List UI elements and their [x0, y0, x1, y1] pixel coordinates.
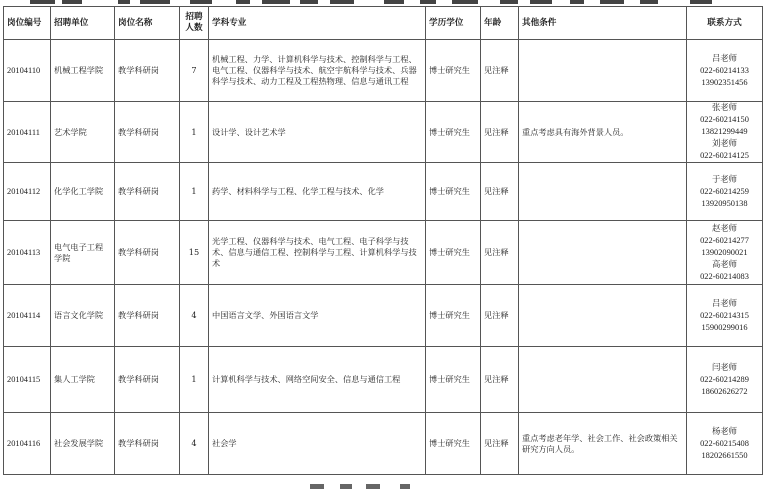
cell-code: 20104110	[4, 40, 51, 102]
contact-line: 022-60214150	[700, 115, 749, 124]
cell-count: 1	[180, 163, 209, 221]
cell-unit: 语言文化学院	[51, 285, 115, 347]
header-position: 岗位名称	[115, 7, 180, 40]
contact-line: 022-60214277	[700, 235, 749, 245]
cell-other	[519, 163, 687, 221]
cell-contact	[687, 413, 763, 475]
header-unit: 招聘单位	[51, 7, 115, 40]
contact-line: 刘老师	[711, 139, 738, 148]
cell-other	[519, 285, 687, 347]
table-row	[4, 413, 763, 475]
contact-name: 赵老师	[711, 223, 738, 233]
header-count: 招聘人数	[180, 7, 209, 40]
header-degree: 学历学位	[426, 7, 481, 40]
cell-count: 1	[180, 102, 209, 163]
contact-line: 022-60214083	[700, 271, 749, 281]
cell-code: 20104116	[4, 413, 51, 475]
contact-line: 022-60214289	[700, 374, 749, 384]
contact-line: 13902090021	[701, 247, 748, 257]
contact-name: 吕老师	[711, 53, 738, 63]
cell-degree: 博士研究生	[426, 163, 481, 221]
header-other: 其他条件	[519, 7, 687, 40]
cell-other	[519, 347, 687, 413]
contact-line: 高老师	[711, 259, 738, 269]
cell-contact	[687, 102, 763, 163]
cell-degree: 博士研究生	[426, 285, 481, 347]
cell-unit: 集人工学院	[51, 347, 115, 413]
cell-major: 设计学、设计艺术学	[209, 102, 426, 163]
contact-name: 闫老师	[711, 362, 738, 372]
cell-unit: 电气电子工程学院	[51, 221, 115, 285]
contact-line: 022-60214133	[700, 65, 749, 75]
cell-code: 20104113	[4, 221, 51, 285]
cell-age: 见注释	[481, 163, 519, 221]
contact-line: 18602626272	[701, 386, 748, 396]
contact-line: 15900299016	[701, 322, 748, 332]
cell-position: 教学科研岗	[115, 285, 180, 347]
cell-contact	[687, 40, 763, 102]
cell-count: 1	[180, 347, 209, 413]
cell-contact	[687, 221, 763, 285]
table-row	[4, 221, 763, 285]
cell-count: 7	[180, 40, 209, 102]
cell-contact	[687, 347, 763, 413]
contact-line: 022-60214315	[700, 310, 749, 320]
contact-name: 张老师	[711, 103, 738, 112]
cell-other: 重点考虑老年学、社会工作、社会政策相关研究方向人员。	[519, 413, 687, 475]
cell-other	[519, 40, 687, 102]
contact-name: 吕老师	[711, 298, 738, 308]
cell-other: 重点考虑具有海外背景人员。	[519, 102, 687, 163]
cell-major: 机械工程、力学、计算机科学与技术、控制科学与工程、电气工程、仪器科学与技术、航空宇航科学与技术、兵器科学与技术、动力工程及工程热物理、信息与通讯工程	[209, 40, 426, 102]
cell-position: 教学科研岗	[115, 163, 180, 221]
table-row	[4, 285, 763, 347]
cell-position: 教学科研岗	[115, 40, 180, 102]
cell-age: 见注释	[481, 102, 519, 163]
cell-contact	[687, 285, 763, 347]
cell-unit: 机械工程学院	[51, 40, 115, 102]
table-row	[4, 40, 763, 102]
cell-major: 药学、材料科学与工程、化学工程与技术、化学	[209, 163, 426, 221]
cell-major: 中国语言文学、外国语言文学	[209, 285, 426, 347]
cell-position: 教学科研岗	[115, 102, 180, 163]
cell-major: 光学工程、仪器科学与技术、电气工程、电子科学与技术、信息与通信工程、控制科学与工程、计算机科学与技术	[209, 221, 426, 285]
cell-count: 15	[180, 221, 209, 285]
cell-code: 20104115	[4, 347, 51, 413]
header-contact: 联系方式	[687, 7, 763, 40]
cell-count: 4	[180, 413, 209, 475]
cell-degree: 博士研究生	[426, 413, 481, 475]
contact-name: 于老师	[711, 174, 738, 184]
table-row	[4, 163, 763, 221]
cell-other	[519, 221, 687, 285]
header-age: 年龄	[481, 7, 519, 40]
contact-line: 022-60214125	[700, 151, 749, 160]
cell-degree: 博士研究生	[426, 221, 481, 285]
cell-major: 社会学	[209, 413, 426, 475]
cell-unit: 社会发展学院	[51, 413, 115, 475]
contact-line: 13902351456	[701, 77, 748, 87]
cropped-page-footer	[300, 483, 460, 489]
table-row	[4, 102, 763, 163]
cell-position: 教学科研岗	[115, 221, 180, 285]
cell-unit: 化学化工学院	[51, 163, 115, 221]
contact-line: 13920950138	[701, 198, 748, 208]
header-code: 岗位编号	[4, 7, 51, 40]
contact-name: 杨老师	[711, 426, 738, 436]
cell-contact	[687, 163, 763, 221]
contact-line: 13821299449	[701, 127, 748, 136]
cell-age: 见注释	[481, 40, 519, 102]
recruitment-table	[3, 6, 763, 475]
header-row	[4, 7, 763, 40]
cell-position: 教学科研岗	[115, 413, 180, 475]
cell-degree: 博士研究生	[426, 102, 481, 163]
cell-age: 见注释	[481, 221, 519, 285]
cell-unit: 艺术学院	[51, 102, 115, 163]
cell-code: 20104111	[4, 102, 51, 163]
cell-age: 见注释	[481, 285, 519, 347]
header-major: 学科专业	[209, 7, 426, 40]
contact-line: 022-60214259	[700, 186, 749, 196]
contact-line: 022-60215408	[700, 438, 749, 448]
cell-position: 教学科研岗	[115, 347, 180, 413]
contact-line: 18202661550	[701, 450, 748, 460]
cell-degree: 博士研究生	[426, 347, 481, 413]
cell-degree: 博士研究生	[426, 40, 481, 102]
cell-count: 4	[180, 285, 209, 347]
table-row	[4, 347, 763, 413]
cell-code: 20104112	[4, 163, 51, 221]
cell-major: 计算机科学与技术、网络空间安全、信息与通信工程	[209, 347, 426, 413]
cell-age: 见注释	[481, 413, 519, 475]
cell-code: 20104114	[4, 285, 51, 347]
cell-age: 见注释	[481, 347, 519, 413]
